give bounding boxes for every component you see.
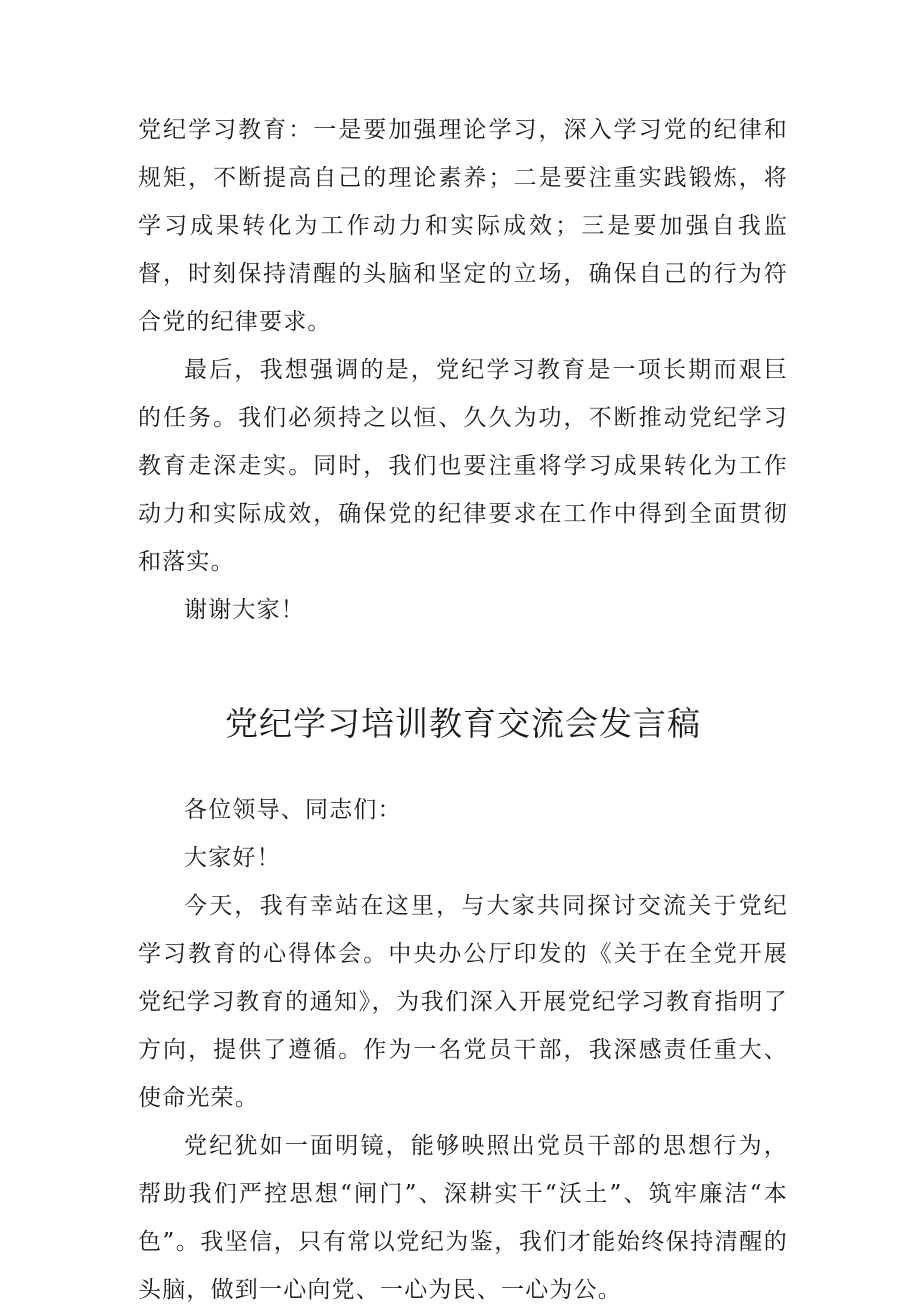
salutation: 各位领导、同志们： bbox=[184, 797, 402, 823]
closing-thanks: 谢谢大家！ bbox=[184, 597, 305, 623]
body-paragraph: 党纪犹如一面明镜，能够映照出党员干部的思想行为，帮助我们严控思想“闸门”、深耕实干“沃土”、筑牢廉洁“本色”。我坚信，只有常以党纪为鉴，我们才能始终保持清醒的头脑，做到一心向党、一心为民、一心为公。 bbox=[138, 1133, 788, 1303]
document-title: 党纪学习培训教育交流会发言稿 bbox=[225, 704, 701, 743]
body-paragraph: 今天，我有幸站在这里，与大家共同探讨交流关于党纪学习教育的心得体会。中央办公厅印发的《关于在全党开展党纪学习教育的通知》，为我们深入开展党纪学习教育指明了方向，提供了遵循。作为一名党员干部，我深感责任重大、使命光荣。 bbox=[138, 893, 788, 1111]
greeting: 大家好！ bbox=[184, 845, 281, 871]
body-paragraph: 最后，我想强调的是，党纪学习教育是一项长期而艰巨的任务。我们必须持之以恒、久久为功，不断推动党纪学习教育走深走实。同时，我们也要注重将学习成果转化为工作动力和实际成效，确保党的纪律要求在工作中得到全面贯彻和落实。 bbox=[138, 357, 788, 575]
document-page bbox=[138, 106, 788, 1314]
body-paragraph: 党纪学习教育：一是要加强理论学习，深入学习党的纪律和规矩，不断提高自己的理论素养；二是要注重实践锻炼，将学习成果转化为工作动力和实际成效；三是要加强自我监督，时刻保持清醒的头脑和坚定的立场，确保自己的行为符合党的纪律要求。 bbox=[138, 117, 788, 335]
